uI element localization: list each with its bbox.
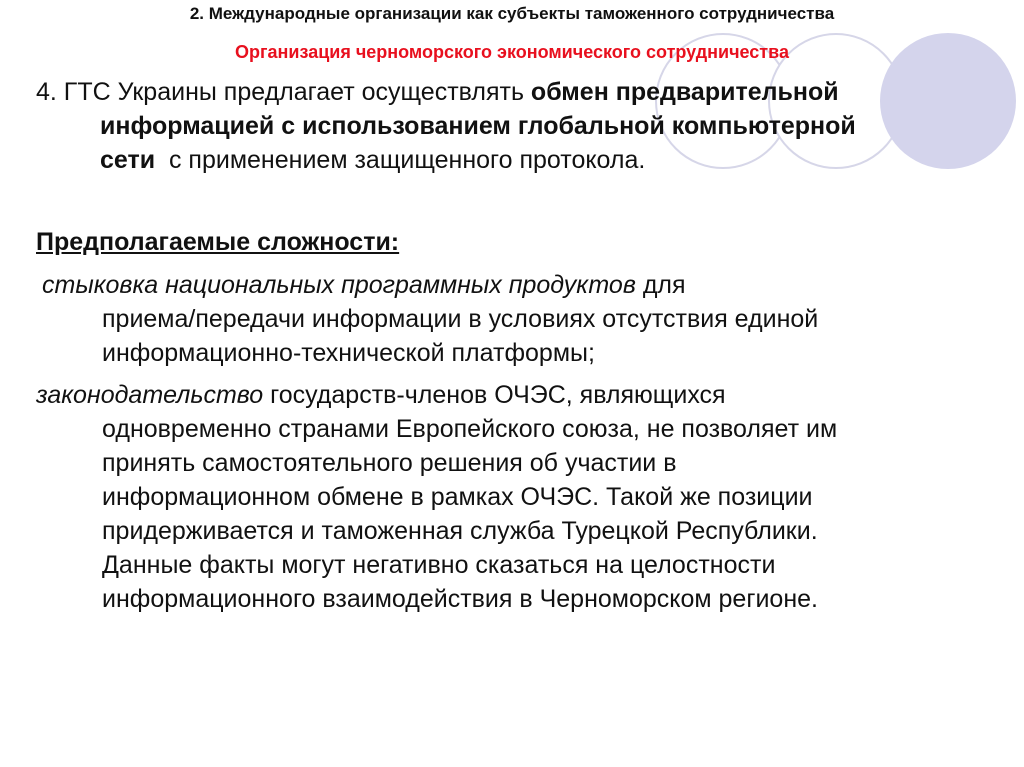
point-4-line-3 — [36, 143, 856, 177]
point-4-bold-3: сети — [100, 146, 156, 174]
slide-subtitle: Организация черноморского экономического сотрудничества — [235, 42, 789, 62]
difficulty-2-line-2: одновременно странами Европейского союза, не позволяет им — [102, 415, 838, 443]
difficulties-heading: Предполагаемые сложности: — [36, 228, 400, 256]
point-4-paragraph — [36, 75, 856, 177]
difficulty-1-italic: стыковка национальных программных продуктов — [42, 271, 636, 299]
difficulty-1-rest: для — [635, 271, 686, 299]
point-4-line-2 — [36, 109, 856, 143]
point-4-bold-1: обмен предварительной — [530, 78, 839, 106]
difficulty-item-1 — [36, 268, 818, 370]
section-title: 2. Международные организации как субъекты таможенного сотрудничества — [189, 4, 835, 23]
point-4-line-1 — [36, 75, 856, 109]
difficulty-2-line-6: Данные факты могут негативно сказаться на целостности — [102, 551, 776, 579]
difficulty-1-line-1 — [36, 268, 818, 302]
difficulty-2-line-7: информационного взаимодействия в Черноморском регионе. — [102, 585, 818, 613]
difficulty-1-line-3: информационно-технической платформы; — [102, 339, 595, 367]
difficulty-2-italic: законодательство — [36, 381, 264, 409]
difficulty-2-line-5: придерживается и таможенная служба Турецкой Республики. — [102, 517, 818, 545]
difficulty-2-line-3: принять самостоятельного решения об участии в — [102, 449, 677, 477]
difficulty-1-line-2: приема/передачи информации в условиях отсутствия единой — [102, 305, 819, 333]
difficulty-2-rest: государств-членов ОЧЭС, являющихся — [263, 381, 726, 409]
point-4-prefix: 4. ГТС Украины предлагает осуществлять — [36, 78, 531, 106]
point-4-bold-2: информацией с использованием глобальной компьютерной — [100, 112, 856, 140]
point-4-tail: с применением защищенного протокола. — [155, 146, 646, 174]
difficulty-item-2 — [36, 378, 837, 616]
difficulty-2-line-4: информационном обмене в рамках ОЧЭС. Такой же позиции — [102, 483, 813, 511]
difficulty-2-line-1 — [36, 378, 837, 412]
